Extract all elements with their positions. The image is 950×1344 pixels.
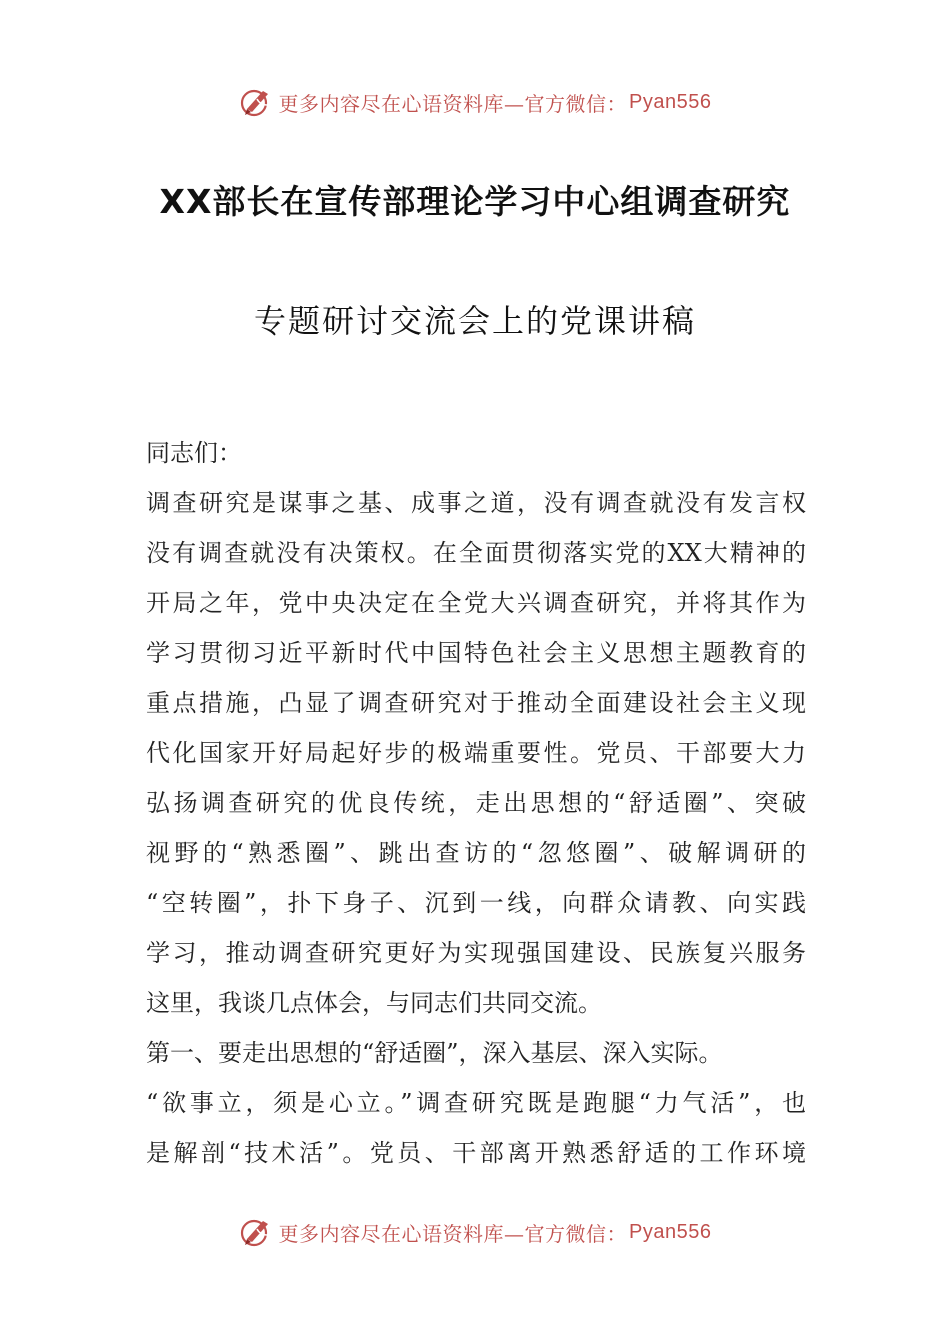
document-title-line-1: XX部长在宣传部理论学习中心组调查研究 [159, 182, 791, 221]
body-line: 是解剖“技术活”。党员、干部离开熟悉舒适的工作环境 [146, 1139, 806, 1167]
pen-logo-icon [239, 1215, 273, 1249]
document-title-line-2: 专题研讨交流会上的党课讲稿 [253, 302, 696, 340]
body-line: “空转圈”，扑下身子、沉到一线，向群众请教、向实践 [146, 889, 806, 917]
body-line: 开局之年，党中央决定在全党大兴调查研究，并将其作为 [146, 589, 806, 617]
watermark-text: 更多内容尽在心语资料库—官方微信： [278, 91, 628, 116]
body-line: 学习，推动调查研究更好为实现强国建设、民族复兴服务 [146, 939, 806, 967]
body-line: 视野的“熟悉圈”、跳出查访的“忽悠圈”、破解调研的 [146, 839, 806, 867]
watermark-text: 更多内容尽在心语资料库—官方微信： [278, 1221, 628, 1246]
salutation: 同志们： [146, 439, 242, 467]
body-line: 学习贯彻习近平新时代中国特色社会主义思想主题教育的 [146, 639, 806, 667]
body-line: 代化国家开好局起好步的极端重要性。党员、干部要大力 [146, 739, 806, 767]
pen-logo-icon [239, 85, 273, 119]
watermark-wechat-id: Pyan556 [629, 1220, 712, 1243]
body-line: 重点措施，凸显了调查研究对于推动全面建设社会主义现 [146, 689, 806, 717]
watermark-wechat-id: Pyan556 [629, 90, 712, 113]
body-line: 这里，我谈几点体会，与同志们共同交流。 [146, 989, 602, 1017]
body-line: 调查研究是谋事之基、成事之道，没有调查就没有发言权 [146, 489, 806, 517]
body-line: 弘扬调查研究的优良传统，走出思想的“舒适圈”、突破 [146, 789, 806, 817]
body-line: 没有调查就没有决策权。在全面贯彻落实党的XX大精神的 [146, 539, 806, 567]
header-watermark [0, 82, 950, 122]
body-line: “欲事立，须是心立。”调查研究既是跑腿“力气活”，也 [146, 1089, 806, 1117]
section-heading: 第一、要走出思想的“舒适圈”，深入基层、深入实际。 [146, 1039, 723, 1067]
document-body [146, 428, 806, 1178]
footer-watermark [0, 1212, 950, 1252]
